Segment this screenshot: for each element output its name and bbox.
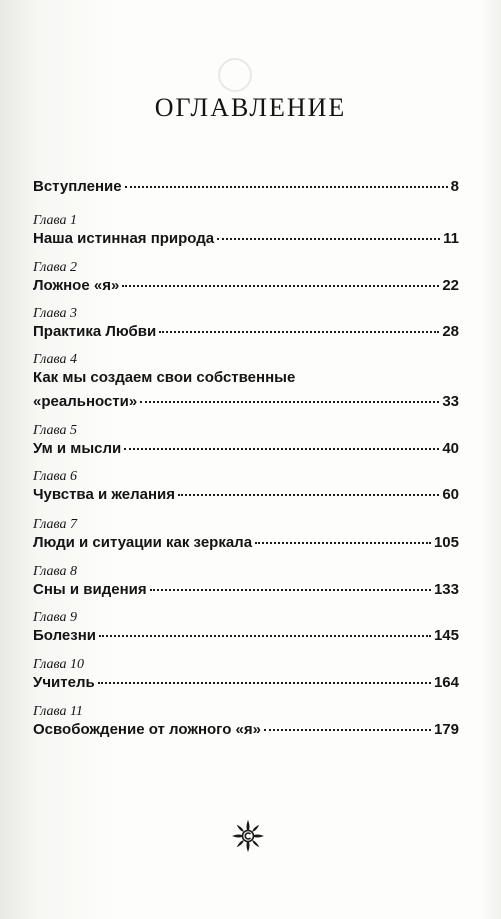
page-title: ОГЛАВЛЕНИЕ [154, 93, 347, 122]
toc-page: 11 [443, 230, 459, 247]
chapter-label: Глава 11 [33, 704, 83, 719]
dot-leader [125, 186, 448, 188]
toc-page: 33 [442, 393, 459, 410]
toc-title: Ложное «я» [33, 277, 120, 294]
toc-entry[interactable] [33, 212, 459, 248]
toc-page: 145 [433, 627, 459, 644]
toc-page: 133 [433, 581, 459, 598]
dot-leader [217, 238, 440, 240]
toc-entry[interactable] [33, 609, 459, 645]
dot-leader [178, 494, 439, 496]
toc-title-continued: «реальности» [33, 393, 138, 410]
toc-entry[interactable] [33, 656, 459, 692]
toc-page: 60 [442, 486, 459, 503]
dot-leader [150, 589, 431, 591]
chapter-label: Глава 2 [33, 260, 77, 275]
toc-page: 105 [433, 534, 459, 551]
toc-entry[interactable] [33, 468, 459, 504]
toc-title: Люди и ситуации как зеркала [33, 534, 253, 551]
toc-title: Практика Любви [33, 323, 157, 340]
toc-entry[interactable] [33, 259, 459, 295]
toc-title: Ум и мысли [33, 440, 122, 457]
toc-entry[interactable] [33, 351, 459, 411]
dot-leader [255, 542, 431, 544]
dot-leader [140, 401, 439, 403]
chapter-label: Глава 4 [33, 352, 77, 367]
dot-leader [264, 729, 431, 731]
toc-page: 28 [442, 323, 459, 340]
dot-leader [99, 635, 431, 637]
bleed-through-lotus-icon [215, 55, 255, 95]
toc-entry[interactable] [33, 703, 459, 739]
toc-page: 8 [450, 178, 459, 195]
toc-entry[interactable] [33, 563, 459, 599]
chapter-label: Глава 6 [33, 469, 77, 484]
chapter-label: Глава 8 [33, 564, 77, 579]
toc-title: Наша истинная природа [33, 230, 215, 247]
toc-title: Как мы создаем свои собственные [33, 369, 296, 386]
dot-leader [124, 448, 439, 450]
toc-title: Чувства и желания [33, 486, 176, 503]
dot-leader [122, 285, 439, 287]
toc-title: Болезни [33, 627, 96, 644]
toc-title: Учитель [33, 674, 95, 691]
toc-title: Вступление [33, 178, 122, 195]
toc-entry[interactable] [33, 305, 459, 341]
lotus-ornament-icon [230, 818, 266, 854]
chapter-label: Глава 10 [33, 657, 84, 672]
chapter-label: Глава 9 [33, 610, 77, 625]
dot-leader [98, 682, 431, 684]
toc-page: 179 [433, 721, 459, 738]
chapter-label: Глава 3 [33, 306, 77, 321]
toc-page: 40 [442, 440, 459, 457]
chapter-label: Глава 5 [33, 423, 77, 438]
toc-entry[interactable] [33, 177, 459, 196]
toc-title: Сны и видения [33, 581, 147, 598]
chapter-label: Глава 7 [33, 517, 77, 532]
chapter-label: Глава 1 [33, 213, 77, 228]
toc-page: 164 [433, 674, 459, 691]
toc-page: 22 [442, 277, 459, 294]
toc-entry[interactable] [33, 516, 459, 552]
toc-entry[interactable] [33, 422, 459, 458]
dot-leader [159, 331, 439, 333]
toc-title: Освобождение от ложного «я» [33, 721, 261, 738]
